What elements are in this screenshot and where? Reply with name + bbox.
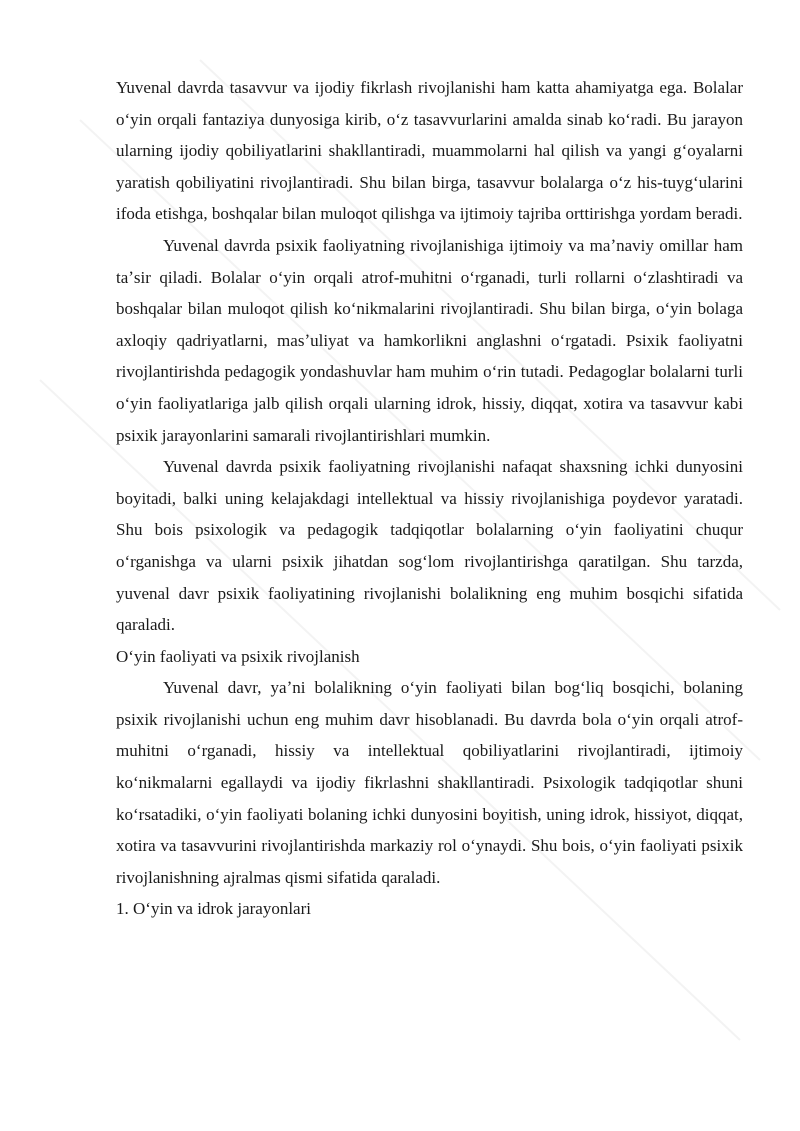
section-heading-play-activity: Oʻyin faoliyati va psixik rivojlanish <box>116 646 360 666</box>
document-body <box>116 72 743 925</box>
subsection-heading-perception: 1. Oʻyin va idrok jarayonlari <box>116 899 311 919</box>
paragraph-inner-world: Yuvenal davrda psixik faoliyatning rivojlanishi nafaqat shaxsning ichki dunyosini boyitadi, balki uning kelajakdagi intellektual va hissiy rivojlanishiga poydevor yaratadi. Shu bois psixologik va pedagogik tadqiqotlar bolalarning oʻyin faoliyatini chuqur oʻrganishga va ularni psixik jihatdan sogʻlom rivojlantirishga qaratilgan. Shu tarzda, yuvenal davr psixik faoliyatining rivojlanishi bolalikning eng muhim bosqichi sifatida qaraladi. <box>116 457 743 635</box>
paragraph-imagination: Yuvenal davrda tasavvur va ijodiy fikrlash rivojlanishi ham katta ahamiyatga ega. Bolalar oʻyin orqali fantaziya dunyosiga kirib, oʻz tasavvurlarini amalda sinab koʻradi. Bu jarayon ularning ijodiy qobiliyatlarini shakllantiradi, muammolarni hal qilish va yangi gʻoyalarni yaratish qobiliyatini rivojlantiradi. Shu bilan birga, tasavvur bolalarga oʻz his-tuygʻularini ifoda etishga, boshqalar bilan muloqot qilishga va ijtimoiy tajriba orttirishga yordam beradi. <box>116 78 743 224</box>
paragraph-social-factors: Yuvenal davrda psixik faoliyatning rivojlanishiga ijtimoiy va maʼnaviy omillar ham taʼsir qiladi. Bolalar oʻyin orqali atrof-muhitni oʻrganadi, turli rollarni oʻzlashtiradi va boshqalar bilan muloqot qilish koʻnikmalarini rivojlantiradi. Shu bilan birga, oʻyin bolaga axloqiy qadriyatlarni, masʼuliyat va hamkorlikni anglashni oʻrgatadi. Psixik faoliyatni rivojlantirishda pedagogik yondashuvlar ham muhim oʻrin tutadi. Pedagoglar bolalarni turli oʻyin faoliyatlariga jalb qilish orqali ularning idrok, hissiy, diqqat, xotira va tasavvur kabi psixik jarayonlarini samarali rivojlantirishlari mumkin. <box>116 235 743 445</box>
paragraph-play-development: Yuvenal davr, yaʼni bolalikning oʻyin faoliyati bilan bogʻliq bosqichi, bolaning psixik rivojlanishi uchun eng muhim davr hisoblanadi. Bu davrda bola oʻyin orqali atrof-muhitni oʻrganadi, hissiy va intellektual qobiliyatlarini rivojlantiradi, ijtimoiy koʻnikmalarni egallaydi va ijodiy fikrlashni shakllantiradi. Psixologik tadqiqotlar shuni koʻrsatadiki, oʻyin faoliyati bolaning ichki dunyosini boyitish, uning idrok, hissiyot, diqqat, xotira va tasavvurini rivojlantirishda markaziy rol oʻynaydi. Shu bois, oʻyin faoliyati psixik rivojlanishning ajralmas qismi sifatida qaraladi. <box>116 678 743 887</box>
